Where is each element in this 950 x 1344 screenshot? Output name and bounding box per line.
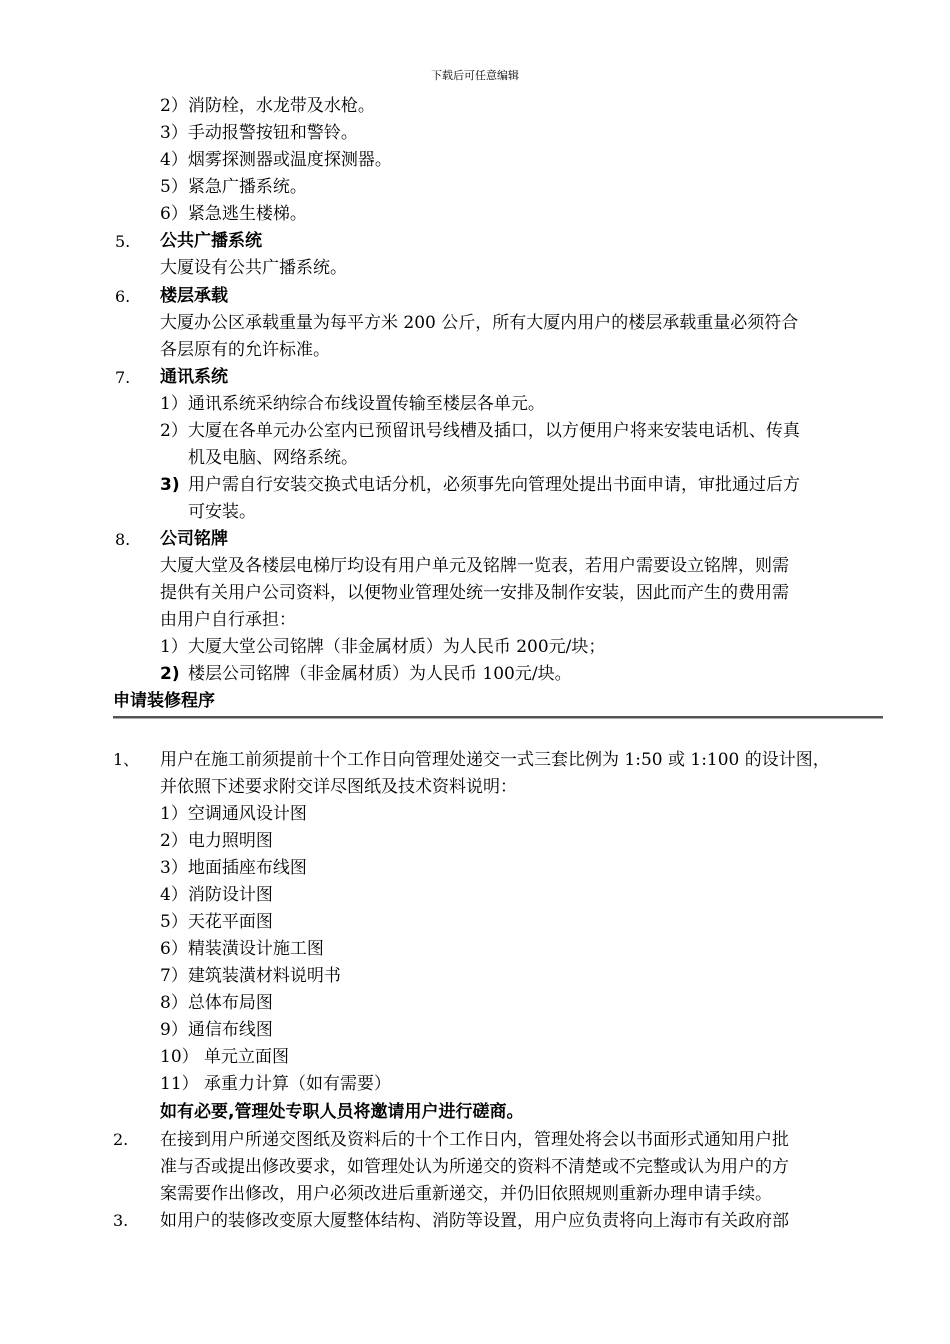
drawing-item: 7）建筑装潢材料说明书 [160,966,341,986]
paragraph-line: 用户在施工前须提前十个工作日向管理处递交一式三套比例为 1:50 或 1:100 的设计图， [160,750,830,770]
list-number: 3) [160,475,180,495]
section-number: 8. [115,530,131,549]
list-item-continuation: 可安装。 [188,502,256,522]
drawing-item: 6）精装潢设计施工图 [160,939,324,959]
list-item: 2）大厦在各单元办公室内已预留讯号线槽及插口，以方便用户将来安装电话机、传真 [160,421,800,441]
paragraph-number: 2. [113,1130,129,1149]
page-header: 下载后可任意编辑 [431,69,519,82]
paragraph-line: 准与否或提出修改要求，如管理处认为所递交的资料不清楚或不完整或认为用户的方 [160,1157,789,1177]
paragraph-line: 在接到用户所递交图纸及资料后的十个工作日内，管理处将会以书面形式通知用户批 [160,1130,789,1150]
section-heading: 公共广播系统 [160,231,262,251]
section-heading: 通讯系统 [160,367,228,387]
drawing-item: 9）通信布线图 [160,1020,273,1040]
fire-item-2: 2）消防栓，水龙带及水枪。 [160,96,375,116]
section-number: 6. [115,287,131,306]
drawing-item: 4）消防设计图 [160,885,273,905]
list-item: 用户需自行安装交换式电话分机，必须事先向管理处提出书面申请，审批通过后方 [188,475,800,495]
paragraph-line: 大厦大堂及各楼层电梯厅均设有用户单元及铭牌一览表，若用户需要设立铭牌，则需 [160,556,789,576]
section-number: 5. [115,232,131,251]
list-item: 1）大厦大堂公司铭牌（非金属材质）为人民币 200元/块； [160,637,606,657]
paragraph-number: 1、 [113,750,140,769]
fire-item-5: 5）紧急广播系统。 [160,177,307,197]
list-number: 2) [160,664,180,684]
fire-item-4: 4）烟雾探测器或温度探测器。 [160,150,392,170]
drawing-item: 8）总体布局图 [160,993,273,1013]
section-heading: 楼层承载 [160,286,228,306]
paragraph-number: 3. [113,1211,129,1230]
drawing-item: 3）地面插座布线图 [160,858,307,878]
emphasis-note: 如有必要,管理处专职人员将邀请用户进行磋商。 [160,1102,524,1122]
paragraph-line: 如用户的装修改变原大厦整体结构、消防等设置，用户应负责将向上海市有关政府部 [160,1211,789,1231]
drawing-item: 10） 单元立面图 [160,1047,290,1067]
section-divider [113,716,883,719]
list-item: 楼层公司铭牌（非金属材质）为人民币 100元/块。 [188,664,572,684]
paragraph-line: 大厦办公区承载重量为每平方米 200 公斤，所有大厦内用户的楼层承载重量必须符合 [160,313,799,333]
section-heading: 公司铭牌 [160,529,228,549]
list-item: 1）通讯系统采纳综合布线设置传输至楼层各单元。 [160,394,545,414]
drawing-item: 2）电力照明图 [160,831,273,851]
paragraph-line: 提供有关用户公司资料，以便物业管理处统一安排及制作安装，因此而产生的费用需 [160,583,789,603]
paragraph-line: 大厦设有公共广播系统。 [160,258,347,278]
list-item-continuation: 机及电脑、网络系统。 [188,448,358,468]
paragraph-line: 各层原有的允许标准。 [160,340,330,360]
paragraph-line: 由用户自行承担： [160,610,296,630]
drawing-item: 11） 承重力计算（如有需要） [160,1074,392,1094]
fire-item-3: 3）手动报警按钮和警铃。 [160,123,358,143]
drawing-item: 1）空调通风设计图 [160,804,307,824]
section-title: 申请装修程序 [113,691,215,711]
paragraph-line: 案需要作出修改，用户必须改进后重新递交，并仍旧依照规则重新办理申请手续。 [160,1184,772,1204]
section-number: 7. [115,368,131,387]
paragraph-line: 并依照下述要求附交详尽图纸及技术资料说明： [160,777,517,797]
fire-item-6: 6）紧急逃生楼梯。 [160,204,307,224]
drawing-item: 5）天花平面图 [160,912,273,932]
